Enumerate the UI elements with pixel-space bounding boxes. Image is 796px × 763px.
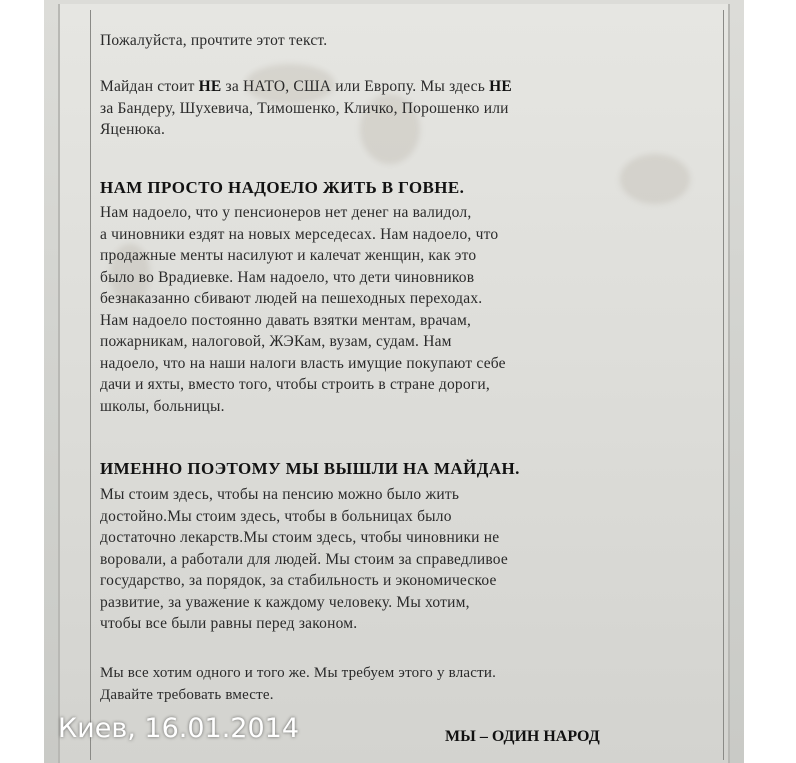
section-2-line: Мы стоим здесь, чтобы на пенсию можно было жить [100,486,460,503]
section-1-line: пожарникам, налоговой, ЖЭКам, вузам, судам. Нам [100,333,452,350]
section-1-line: дачи и яхты, вместо того, чтобы строить в стране дороги, [100,376,490,393]
closing-line: Мы все хотим одного и того же. Мы требуем этого у власти. [100,665,497,681]
section-1-line: было во Врадиевке. Нам надоело, что дети чиновников [100,268,475,286]
section-2-line: развитие, за уважение к каждому человеку. Мы хотим, [100,593,470,611]
paragraph-1-line: Майдан стоит НЕ за НАТО, США или Европу. Мы здесь НЕ [100,78,512,95]
closing-text [100,663,496,706]
intro-text: Пожалуйста, прочтите этот текст. [100,32,328,49]
closing-line: Давайте требовать вместе. [100,686,274,703]
section-1-body [100,202,506,417]
section-2-line: государство, за порядок, за стабильность и экономическое [100,572,497,589]
section-2-heading: ИМЕННО ПОЭТОМУ МЫ ВЫШЛИ НА МАЙДАН. [100,459,520,478]
section-2-body [100,484,508,635]
section-2-line: достойно.Мы стоим здесь, чтобы в больницах было [100,507,452,525]
section-1-line: продажные менты насилуют и калечат женщин, как это [100,247,477,264]
section-2-line: чтобы все были равны перед законом. [100,615,358,632]
section-1-line: школы, больницы. [100,397,225,415]
paragraph-1-line: за Бандеру, Шухевича, Тимошенко, Кличко, Порошенко или [100,99,509,117]
signature: МЫ – ОДИН НАРОД [445,728,600,745]
paragraph-1 [100,76,512,141]
section-1-heading: НАМ ПРОСТО НАДОЕЛО ЖИТЬ В ГОВНЕ. [100,178,465,197]
section-1-line: а чиновники ездят на новых мерседесах. Нам надоело, что [100,225,499,243]
section-1-line: Нам надоело постоянно давать взятки ментам, врачам, [100,311,472,329]
section-2-line: достаточно лекарств.Мы стоим здесь, чтобы чиновники не [100,529,500,546]
section-1-line: безнаказанно сбивают людей на пешеходных переходах. [100,290,483,307]
stain [620,154,690,204]
section-1-line: Нам надоело, что у пенсионеров нет денег на валидол, [100,204,472,221]
location-date-caption: Киев, 16.01.2014 [58,713,299,744]
section-1-line: надоело, что на наши налоги власть имущие покупают себе [100,354,506,372]
paragraph-1-line: Яценюка. [100,121,166,138]
section-2-line: воровали, а работали для людей. Мы стоим за справедливое [100,550,509,568]
